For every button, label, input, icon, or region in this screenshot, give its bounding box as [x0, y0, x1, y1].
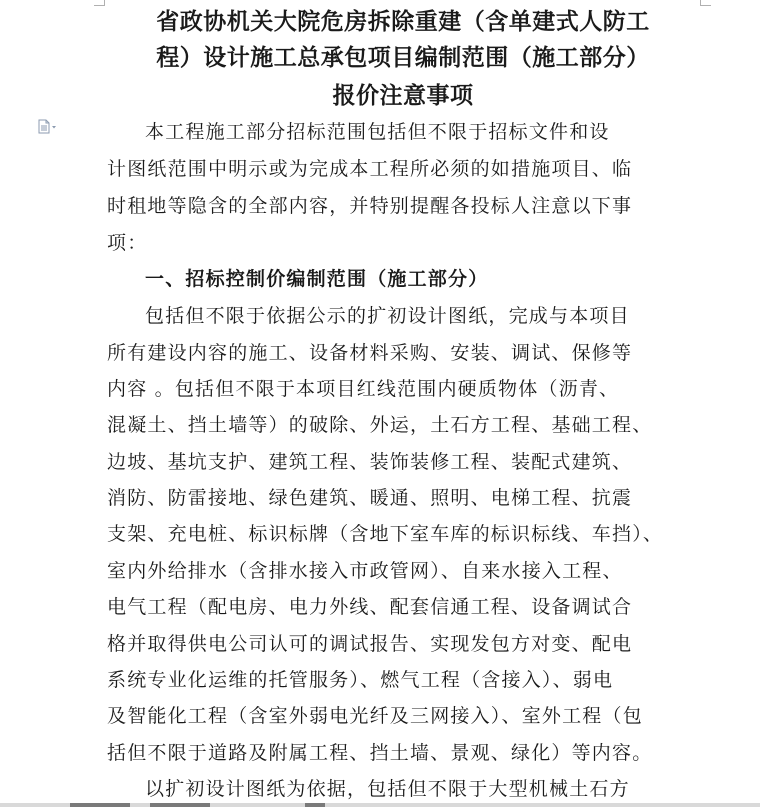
- intro-line: 项：: [107, 232, 148, 254]
- paragraph-line: 及智能化工程（含室外弱电光纤及三网接入）、室外工程（包: [107, 705, 643, 727]
- paragraph-line: 支架、充电桩、标识标牌（含地下室车库的标识标线、车挡）、: [107, 523, 664, 545]
- page-corner-mark-right: [700, 0, 711, 6]
- paragraph-line: 消防、防雷接地、绿色建筑、暖通、照明、电梯工程、抗震: [107, 487, 633, 509]
- paragraph-line: 系统专业化运维的托管服务）、燃气工程（含接入）、弱电: [107, 669, 614, 691]
- intro-line: 本工程施工部分招标范围包括但不限于招标文件和设: [145, 121, 610, 143]
- paragraph-line: 电气工程（配电房、电力外线、配套信通工程、设备调试合: [107, 596, 633, 618]
- intro-line: 时租地等隐含的全部内容，并特别提醒各投标人注意以下事: [107, 195, 633, 217]
- horizontal-scrollbar[interactable]: [0, 803, 760, 807]
- document-title-line-3: 报价注意事项: [332, 83, 474, 109]
- scrollbar-segment: [70, 803, 130, 807]
- document-title-line-2: 程）设计施工总承包项目编制范围（施工部分）: [156, 45, 650, 71]
- paragraph-line: 内容 。包括但不限于本项目红线范围内硬质物体（沥青、: [107, 378, 620, 400]
- paragraph-line: 边坡、基坑支护、建筑工程、装饰装修工程、装配式建筑、: [107, 451, 633, 473]
- paragraph-line: 格并取得供电公司认可的调试报告、实现发包方对变、配电: [107, 633, 633, 655]
- document-icon[interactable]: [37, 119, 59, 135]
- paragraph-line: 所有建设内容的施工、设备材料采购、安装、调试、保修等: [107, 342, 633, 364]
- paragraph-line: 包括但不限于依据公示的扩初设计图纸，完成与本项目: [145, 305, 630, 327]
- paragraph-line: 混凝土、挡土墙等）的破除、外运，土石方工程、基础工程、: [107, 414, 653, 436]
- scrollbar-segment: [150, 803, 210, 807]
- paragraph-line: 括但不限于道路及附属工程、挡土墙、景观、绿化）等内容。: [107, 742, 653, 764]
- page-corner-mark-left: [94, 0, 105, 6]
- paragraph-line: 室内外给排水（含排水接入市政管网）、自来水接入工程、: [107, 560, 623, 582]
- scrollbar-segment: [305, 803, 325, 807]
- intro-line: 计图纸范围中明示或为完成本工程所必须的如措施项目、临: [107, 158, 633, 180]
- paragraph-line: 以扩初设计图纸为依据，包括但不限于大型机械土石方: [145, 778, 630, 800]
- section-heading: 一、招标控制价编制范围（施工部分）: [145, 268, 489, 290]
- document-title-line-1: 省政协机关大院危房拆除重建（含单建式人防工: [156, 9, 650, 35]
